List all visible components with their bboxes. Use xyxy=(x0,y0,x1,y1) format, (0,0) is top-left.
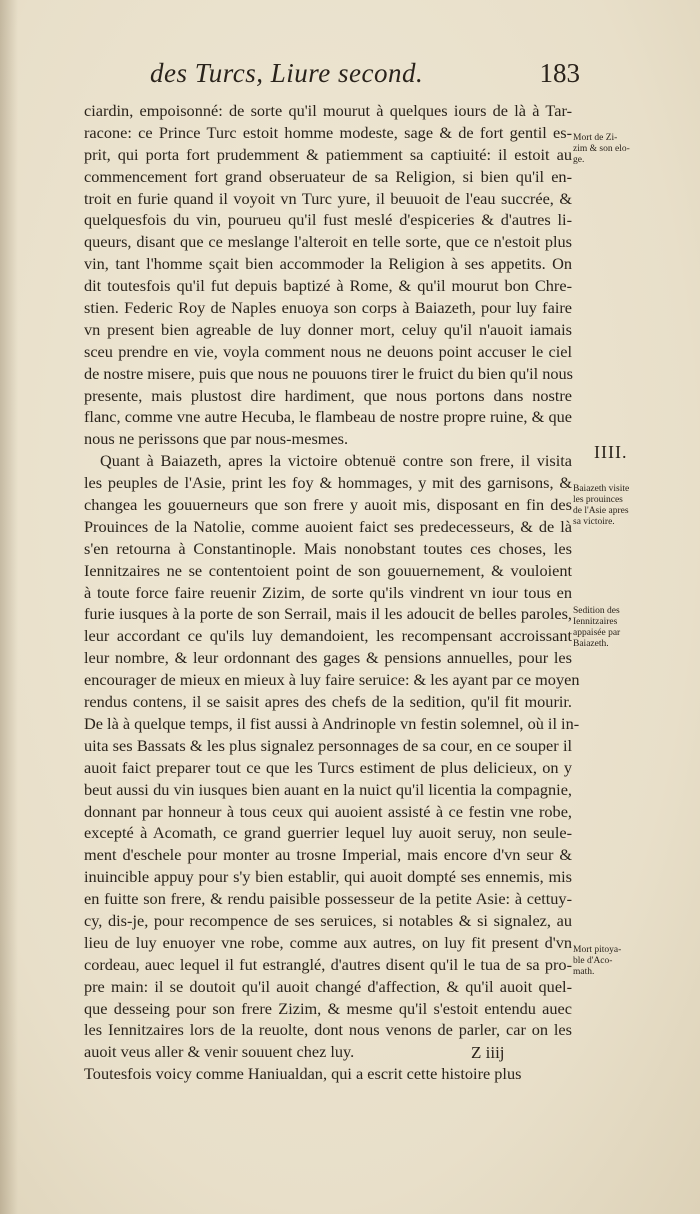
margin-note-line: ge. xyxy=(573,155,585,165)
margin-note xyxy=(573,945,683,978)
text-line: rendus contens, il se saisit apres des chefs de la sedition, qu'il fit mourir. xyxy=(84,692,572,712)
body-text xyxy=(84,100,580,1085)
text-line: encourager de mieux en mieux à luy faire seruice: & les ayant par ce moyen xyxy=(84,670,580,690)
gutter-shadow xyxy=(0,0,18,1214)
text-line: pre main: il se doutoit qu'il auoit changé d'affection, & qu'il auoit quel- xyxy=(84,976,572,996)
text-line: queurs, disant que ce meslange l'alteroit en telle sorte, que ce n'estoit plus xyxy=(84,232,572,252)
text-line: excepté à Acomath, ce grand guerrier lequel luy auoit seruy, non seule- xyxy=(84,823,572,843)
text-line: dit toutesfois qu'il fut depuis baptizé à Rome, & qu'il mourut bon Chre- xyxy=(84,276,572,296)
text-line: sceu prendre en vie, voyla comment nous ne deuons point accuser le ciel xyxy=(84,341,572,361)
text-line: à toute force faire reuenir Zizim, de sorte qu'ils vindrent vn iour tous en xyxy=(84,582,572,602)
margin-note-line: ble d'Aco- xyxy=(573,956,613,966)
text-line: Quant à Baiazeth, apres la victoire obtenuë contre son frere, il visita xyxy=(100,451,572,471)
running-head xyxy=(150,58,580,98)
text-line: racone: ce Prince Turc estoit homme modeste, sage & de fort gentil es- xyxy=(84,122,572,142)
text-line: flanc, comme vne autre Hecuba, le flambeau de nostre propre ruine, & que xyxy=(84,407,572,427)
text-line: furie iusques à la porte de son Serrail, mais il les adoucit de belles paroles, xyxy=(84,604,572,624)
text-line: nous ne perissons que par nous-mesmes. xyxy=(84,429,349,449)
text-line: vin, tant l'homme sçait bien accommoder la Religion à ses appetits. On xyxy=(84,254,572,274)
section-number: IIII. xyxy=(594,442,628,462)
margin-note-line: Iennitzaires xyxy=(573,617,618,627)
text-line: Iennitzaires ne se contentoient point de son gouuernement, & vouloient xyxy=(84,560,572,580)
text-line: stien. Federic Roy de Naples enuoya son corps à Baiazeth, pour luy faire xyxy=(84,298,572,318)
running-head-title: des Turcs, Liure second. xyxy=(150,58,424,88)
margin-note-line: Mort pitoya- xyxy=(573,945,622,955)
margin-note-line: appaisée par xyxy=(573,628,621,638)
text-line: presente, mais plustost dire hardiment, que nous portons dans nostre xyxy=(84,385,572,405)
text-line: Prouinces de la Natolie, comme auoient faict ses predecesseurs, & de là xyxy=(84,516,572,536)
margin-note xyxy=(573,606,683,650)
text-line: les Iennitzaires lors de la reuolte, dont nous venons de parler, car on les xyxy=(84,1020,572,1040)
text-line: commencement fort grand obseruateur de sa Religion, si bien qu'il en- xyxy=(84,166,572,186)
margin-note xyxy=(573,133,683,166)
text-line: leur nombre, & leur ordonnant des gages & pensions annuelles, pour les xyxy=(84,648,572,668)
text-line: inuincible appuy pour s'y bien establir, qui auoit dompté ses ennemis, mis xyxy=(84,867,572,887)
text-line: quelquesfois du vin, pourueu qu'il fust meslé d'espiceries & d'autres li- xyxy=(84,210,572,230)
margin-note-line: sa victoire. xyxy=(573,517,615,527)
text-line: ciardin, empoisonné: de sorte qu'il mourut à quelques iours de là à Tar- xyxy=(84,101,572,120)
margin-note-line: de l'Asie apres xyxy=(573,506,629,516)
margin-note-line: les prouinces xyxy=(573,495,623,505)
text-line: auoit faict preparer tout ce que les Turcs estiment de plus delicieux, on y xyxy=(84,757,572,777)
text-line: Toutesfois voicy comme Haniualdan, qui a escrit cette histoire plus xyxy=(84,1064,522,1084)
text-line: s'en retourna à Constantinople. Mais nonobstant toutes ces choses, les xyxy=(84,538,572,558)
text-line: troit en furie quand il voyoit vn Turc yure, il beuuoit de l'eau succrée, & xyxy=(84,188,572,208)
text-line: de nostre misere, puis que nous ne pouuons tirer le fruict du bien qu'il nous xyxy=(84,363,574,383)
text-line: donnant par honneur à tous ceux qui auoient assisté à ce festin vne robe, xyxy=(84,801,572,821)
margin-note-line: Sedition des xyxy=(573,606,620,616)
text-line: leur accordant ce qu'ils luy demandoient, les recompensant accroissant xyxy=(84,626,572,646)
signature-mark: Z iiij xyxy=(471,1043,505,1062)
text-line: lieu de luy enuoyer vne robe, comme aux autres, on luy fit present d'vn xyxy=(84,932,572,952)
text-line: De là à quelque temps, il fist aussi à Andrinople vn festin solemnel, où il in- xyxy=(84,713,580,733)
text-line: en fuitte son frere, & rendu paisible possesseur de la petite Asie: à cettuy- xyxy=(84,889,572,909)
text-line: les peuples de l'Asie, print les foy & hommages, y mit des garnisons, & xyxy=(84,473,572,493)
text-line: prit, qui porta fort prudemment & patiemment sa captiuité: il estoit au xyxy=(84,144,572,164)
text-line: changea les gouuerneurs que son frere y auoit mis, disposant en fin des xyxy=(84,495,572,515)
margin-note xyxy=(573,484,683,528)
text-line: que desseing pour son frere Zizim, & mesme qu'il s'estoit entendu auec xyxy=(84,998,572,1018)
text-line: beut aussi du vin iusques bien auant en la nuict qu'il licentia la compagnie, xyxy=(84,779,572,799)
text-line: uita ses Bassats & les plus signalez personnages de sa cour, en ce souper il xyxy=(84,735,572,755)
margin-note-line: Baiazeth visite xyxy=(573,484,630,494)
text-line: cy, dis-je, pour recompence de ses seruices, si notables & si signalez, au xyxy=(84,910,572,930)
margin-note-line: math. xyxy=(573,967,595,977)
margin-note-line: zim & son elo- xyxy=(573,144,630,154)
text-line: auoit veus aller & venir souuent chez luy. xyxy=(84,1042,355,1062)
text-line: ment d'eschele pour monter au trosne Imperial, mais encore d'vn seur & xyxy=(84,845,572,865)
text-line: cordeau, auec lequel il fut estranglé, d'autres disent qu'il le tua de sa pro- xyxy=(84,954,572,974)
page-number: 183 xyxy=(539,58,580,88)
text-line: vn present bien agreable de luy donner mort, celuy qu'il n'auoit iamais xyxy=(84,319,572,339)
margin-note-line: Mort de Zi- xyxy=(573,133,618,143)
margin-note-line: Baiazeth. xyxy=(573,639,609,649)
